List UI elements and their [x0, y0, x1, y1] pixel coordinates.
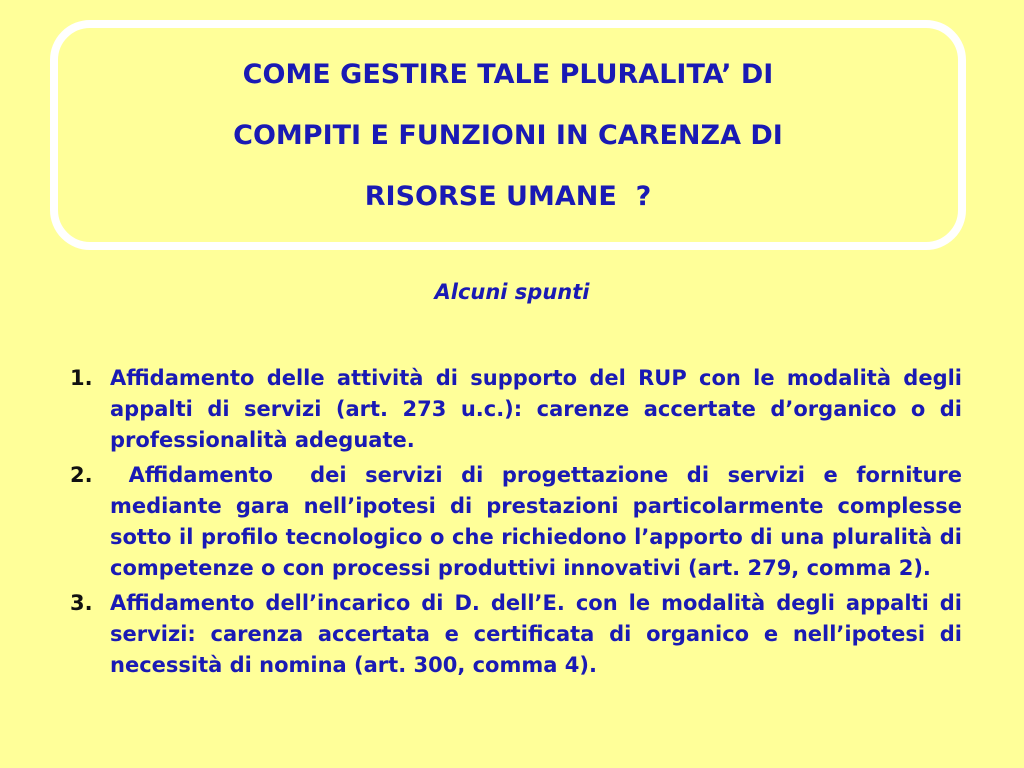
subtitle: Alcuni spunti [434, 280, 590, 304]
title-line-1: COME GESTIRE TALE PLURALITA’ DI [242, 58, 774, 90]
list-item-text: Affidamento delle attività di supporto del RUP con le modalità degli appalti di servizi (art. 273 u.c.): carenze accertate d’organico o di professionalità adeguate. [110, 366, 962, 452]
list-item-number: 3. [70, 591, 93, 615]
title-line-2: COMPITI E FUNZIONI IN CARENZA DI [233, 119, 783, 151]
list-item-text: Affidamento dei servizi di progettazione di servizi e forniture mediante gara nell’ipotesi di prestazioni particolarmente complesse sotto il profilo tecnologico o che richiedono l’apporto di una pluralità di competenze o con processi produttivi innovativi (art. 279, comma 2). [110, 463, 970, 580]
list-item-text: Affidamento dell’incarico di D. dell’E. con le modalità degli appalti di servizi: carenza accertata e certificata di organico e nell’ipotesi di necessità di nomina (art. 300, comma 4). [110, 591, 962, 677]
list-item [70, 363, 962, 456]
list-item [70, 460, 970, 584]
list-item-number: 1. [70, 366, 93, 390]
list-item [70, 588, 962, 681]
numbered-list [70, 363, 970, 685]
list-item-number: 2. [70, 463, 93, 487]
title-box [50, 20, 966, 250]
title-line-3: RISORSE UMANE ? [364, 180, 652, 212]
